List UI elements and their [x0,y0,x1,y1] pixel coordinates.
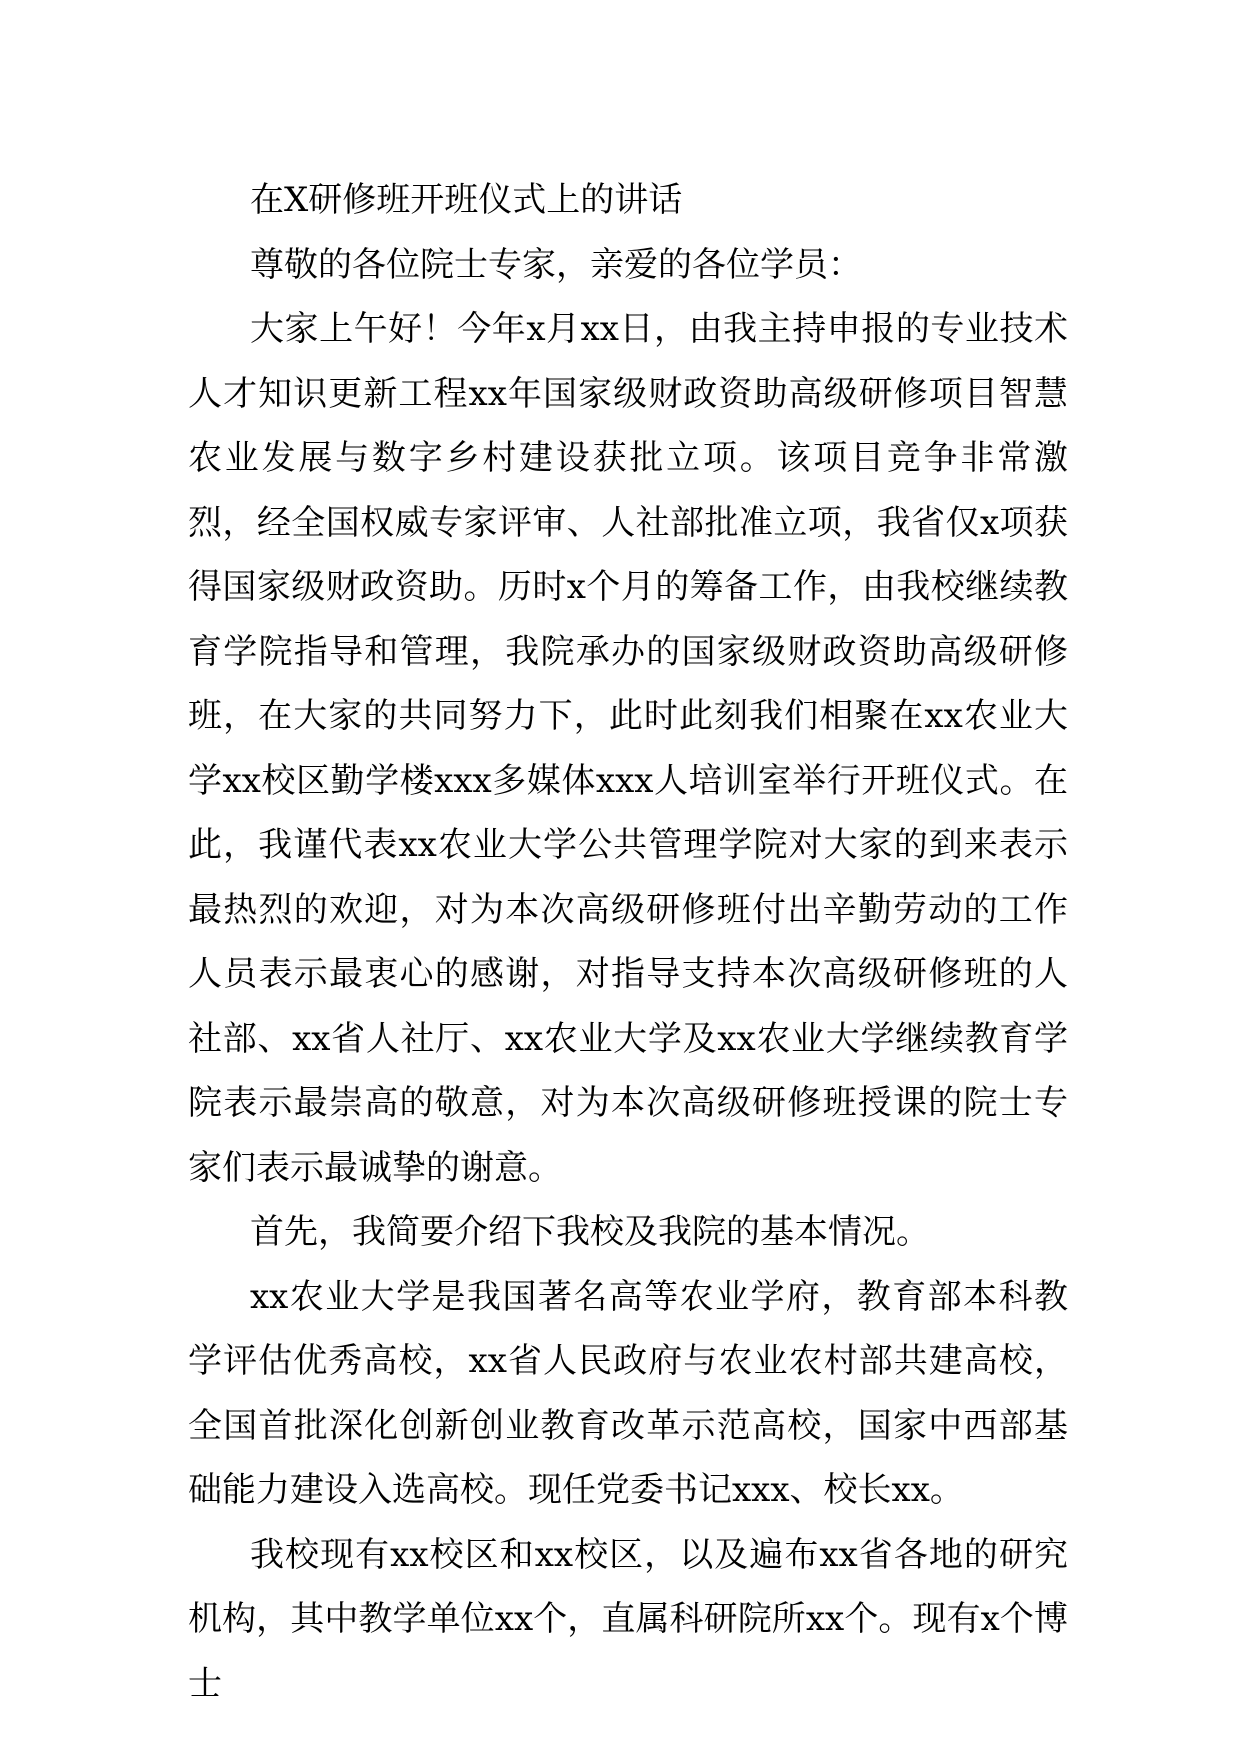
paragraph-intro: 首先，我简要介绍下我校及我院的基本情况。 [250,1212,930,1252]
document-title: 在X研修班开班仪式上的讲话 [250,180,683,220]
paragraph-university: xx农业大学是我国著名高等农业学府，教育部本科教学评估优秀高校，xx省人民政府与农业农村部共建高校，全国首批深化创新创业教育改革示范高校，国家中西部基础能力建设入选高校。现任党委书记xxx、校长xx。 [188,1276,1068,1510]
document-body [188,168,1068,1716]
paragraph-campus: 我校现有xx校区和xx校区，以及遍布xx省各地的研究机构，其中教学单位xx个，直属科研院所xx个。现有x个博士 [188,1534,1068,1704]
paragraph-opening: 大家上午好！今年x月xx日，由我主持申报的专业技术人才知识更新工程xx年国家级财政资助高级研修项目智慧农业发展与数字乡村建设获批立项。该项目竞争非常激烈，经全国权威专家评审、人社部批准立项，我省仅x项获得国家级财政资助。历时x个月的筹备工作，由我校继续教育学院指导和管理，我院承办的国家级财政资助高级研修班，在大家的共同努力下，此时此刻我们相聚在xx农业大学xx校区勤学楼xxx多媒体xxx人培训室举行开班仪式。在此，我谨代表xx农业大学公共管理学院对大家的到来表示最热烈的欢迎，对为本次高级研修班付出辛勤劳动的工作人员表示最衷心的感谢，对指导支持本次高级研修班的人社部、xx省人社厅、xx农业大学及xx农业大学继续教育学院表示最崇高的敬意，对为本次高级研修班授课的院士专家们表示最诚挚的谢意。 [188,309,1068,1188]
salutation: 尊敬的各位院士专家，亲爱的各位学员： [250,244,862,285]
